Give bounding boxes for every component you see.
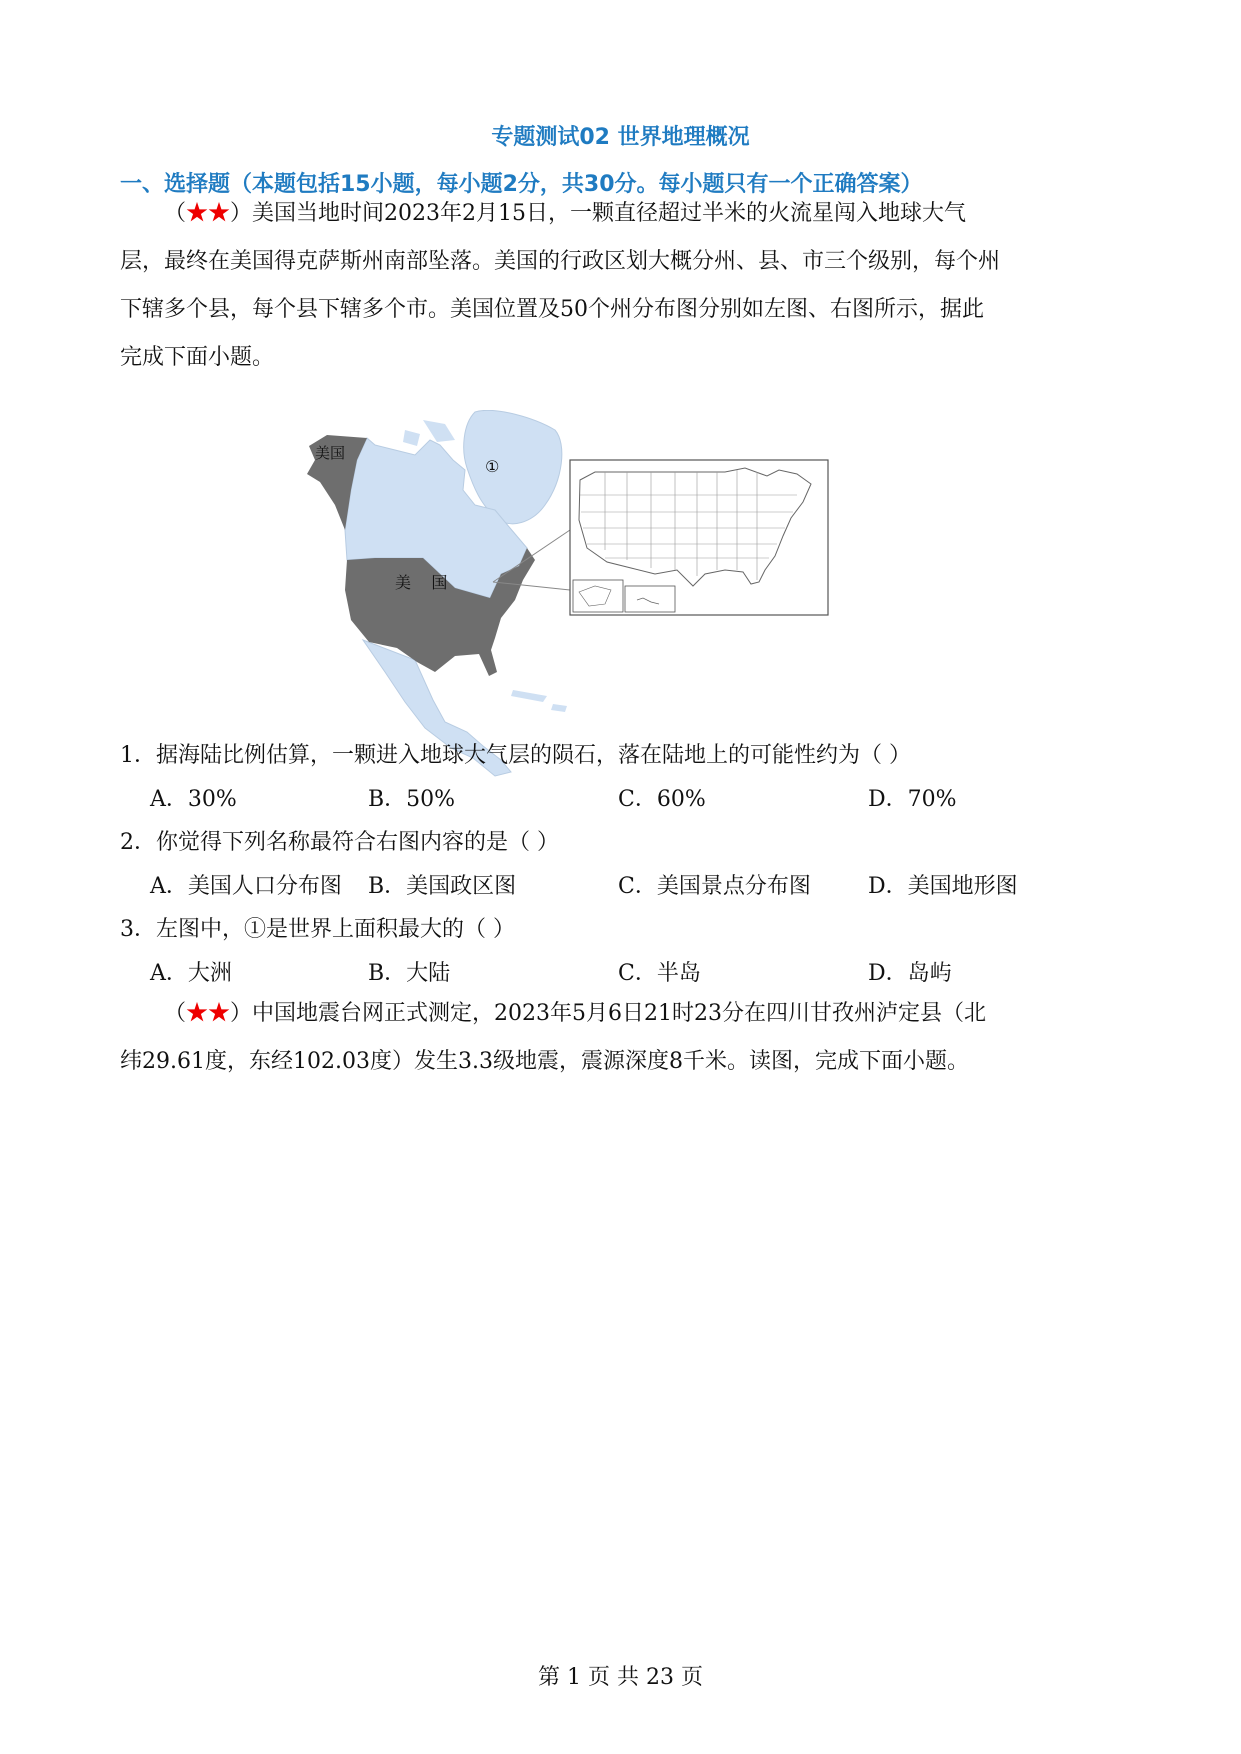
difficulty-stars: ★★ — [186, 201, 231, 226]
question-3-stem: 3．左图中，①是世界上面积最大的（ ） — [120, 917, 515, 942]
passage-1 — [120, 190, 1120, 382]
question-1-option-c: C．60% — [618, 787, 706, 812]
question-1-stem: 1．据海陆比例估算，一颗进入地球大气层的陨石，落在陆地上的可能性约为（ ） — [120, 743, 911, 768]
question-2-option-b: B．美国政区图 — [368, 874, 517, 899]
passage-1-line-1: （★★）美国当地时间2023年2月15日，一颗直径超过半米的火流星闯入地球大气 — [164, 201, 967, 226]
question-3-option-a: A．大洲 — [150, 961, 232, 986]
usa-label: 美 国 — [395, 573, 448, 592]
question-3-option-d: D．岛屿 — [868, 961, 952, 986]
passage-1-line-3: 下辖多个县，每个县下辖多个市。美国位置及50个州分布图分别如左图、右图所示，据此 — [120, 297, 984, 322]
question-1-option-d: D．70% — [868, 787, 957, 812]
alaska-label: 美国 — [315, 444, 346, 462]
section-heading: 一、选择题（本题包括15小题，每小题2分，共30分。每小题只有一个正确答案） — [120, 172, 923, 197]
question-2-option-c: C．美国景点分布图 — [618, 874, 811, 899]
passage-2-line-1: （★★）中国地震台网正式测定，2023年5月6日21时23分在四川甘孜州泸定县（北 — [164, 1001, 987, 1026]
question-2-option-a: A．美国人口分布图 — [150, 874, 342, 899]
difficulty-stars: ★★ — [186, 1001, 231, 1026]
greenland-marker: ① — [485, 457, 500, 476]
question-1-option-a: A．30% — [150, 787, 237, 812]
page-footer: 第 1 页 共 23 页 — [538, 1665, 703, 1690]
page-title: 专题测试02 世界地理概况 — [491, 125, 750, 150]
passage-2 — [120, 990, 1120, 1086]
passage-2-line-2: 纬29.61度，东经102.03度）发生3.3级地震，震源深度8千米。读图，完成下面小题。 — [120, 1049, 969, 1074]
question-2-option-d: D．美国地形图 — [868, 874, 1018, 899]
question-2-stem: 2．你觉得下列名称最符合右图内容的是（ ） — [120, 830, 559, 855]
passage-1-line-4: 完成下面小题。 — [120, 345, 275, 370]
passage-1-line-2: 层，最终在美国得克萨斯州南部坠落。美国的行政区划大概分州、县、市三个级别，每个州 — [120, 249, 1001, 274]
north-america-map-figure — [305, 410, 930, 780]
question-1-option-b: B．50% — [368, 787, 456, 812]
usa-states-inset-map — [570, 460, 828, 615]
question-3-option-b: B．大陆 — [368, 961, 451, 986]
question-3-option-c: C．半岛 — [618, 961, 701, 986]
